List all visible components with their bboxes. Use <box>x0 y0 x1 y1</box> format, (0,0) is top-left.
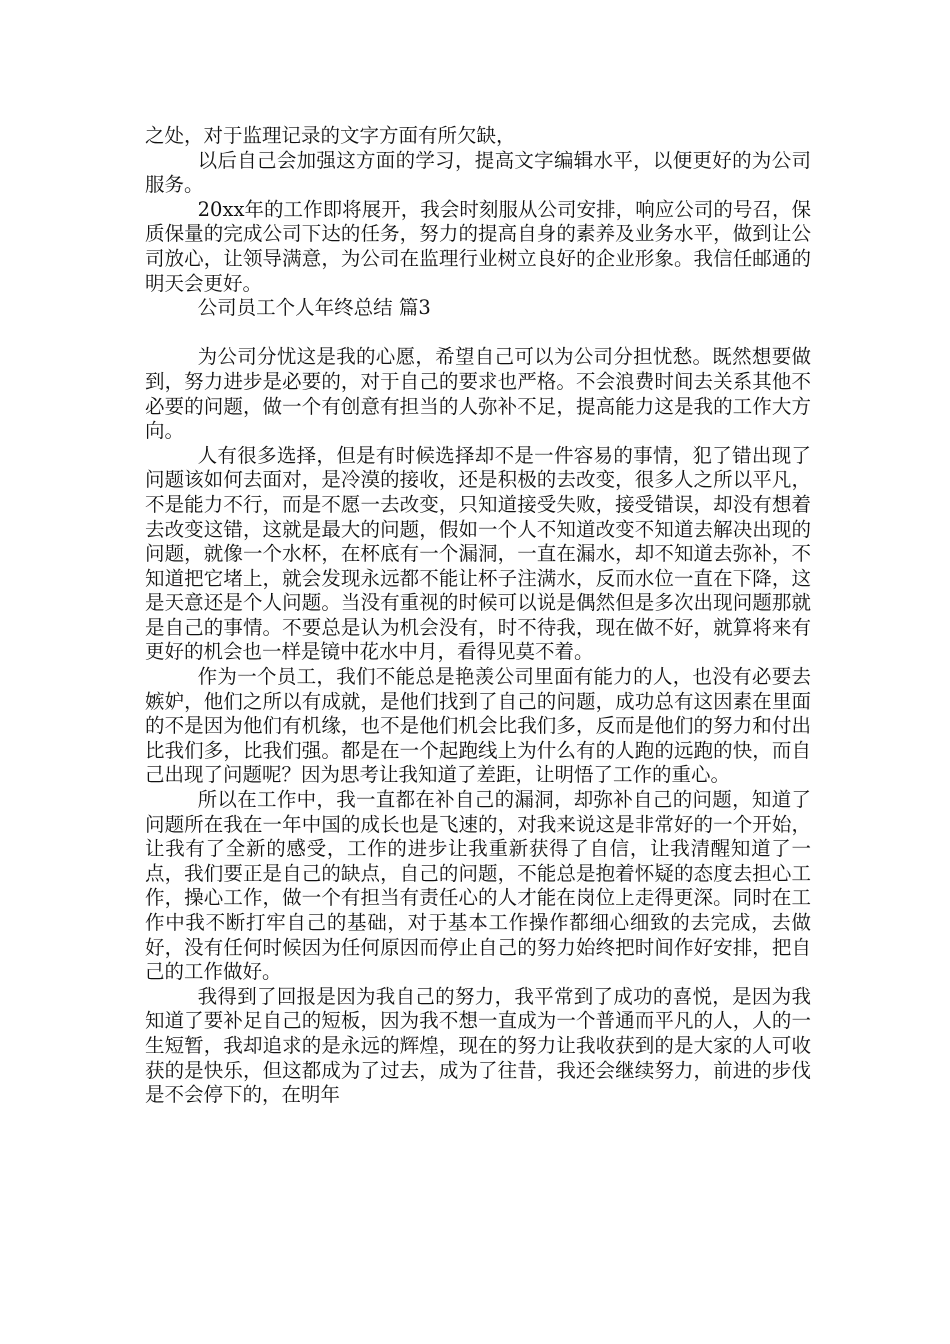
document-page <box>145 124 811 1108</box>
paragraph-1: 为公司分忧这是我的心愿，希望自己可以为公司分担忧愁。既然想要做到，努力进步是必要的，对于自己的要求也严格。不会浪费时间去关系其他不必要的问题，做一个有创意有担当的人弥补不足，提高能力这是我的工作大方向。 <box>145 345 811 443</box>
paragraph-5: 我得到了回报是因为我自己的努力，我平常到了成功的喜悦，是因为我知道了要补足自己的短板，因为我不想一直成为一个普通而平凡的人，人的一生短暂，我却追求的是永远的辉煌，现在的努力让我收获到的是大家的人可收获的是快乐，但这都成为了过去，成为了往昔，我还会继续努力，前进的步伐是不会停下的，在明年 <box>145 984 811 1107</box>
paragraph-improvement: 以后自己会加强这方面的学习，提高文字编辑水平，以便更好的为公司服务。 <box>145 148 811 197</box>
paragraph-2: 人有很多选择，但是有时候选择却不是一件容易的事情，犯了错出现了问题该如何去面对，是冷漠的接收，还是积极的去改变，很多人之所以平凡，不是能力不行，而是不愿一去改变，只知道接受失败，接受错误，却没有想着去改变这错，这就是最大的问题，假如一个人不知道改变不知道去解决出现的问题，就像一个水杯，在杯底有一个漏洞，一直在漏水，却不知道去弥补，不知道把它堵上，就会发现永远都不能让杯子注满水，反而水位一直在下降，这是天意还是个人问题。当没有重视的时候可以说是偶然但是多次出现问题那就是自己的事情。不要总是认为机会没有，时不待我，现在做不好，就算将来有更好的机会也一样是镜中花水中月，看得见莫不着。 <box>145 443 811 664</box>
blank-line <box>145 321 811 346</box>
paragraph-plan: 20xx年的工作即将展开，我会时刻服从公司安排，响应公司的号召，保质保量的完成公司下达的任务，努力的提高自身的素养及业务水平，做到让公司放心，让领导满意，为公司在监理行业树立良好的企业形象。我信任邮通的明天会更好。 <box>145 197 811 295</box>
section-heading: 公司员工个人年终总结 篇3 <box>197 296 431 320</box>
paragraph-4: 所以在工作中，我一直都在补自己的漏洞，却弥补自己的问题，知道了问题所在我在一年中国的成长也是飞速的，对我来说这是非常好的一个开始，让我有了全新的感受，工作的进步让我重新获得了自信，让我清醒知道了一点，我们要正是自己的缺点，自己的问题，不能总是抱着怀疑的态度去担心工作，操心工作，做一个有担当有责任心的人才能在岗位上走得更深。同时在工作中我不断打牢自己的基础，对于基本工作操作都细心细致的去完成，去做好，没有任何时候因为任何原因而停止自己的努力始终把时间作好安排，把自己的工作做好。 <box>145 788 811 984</box>
paragraph-3: 作为一个员工，我们不能总是艳羡公司里面有能力的人，也没有必要去嫉妒，他们之所以有成就，是他们找到了自己的问题，成功总有这因素在里面的不是因为他们有机缘，也不是他们机会比我们多，反而是他们的努力和付出比我们多，比我们强。都是在一个起跑线上为什么有的人跑的远跑的快，而自己出现了问题呢？因为思考让我知道了差距，让明悟了工作的重心。 <box>145 665 811 787</box>
paragraph-continued: 之处，对于监理记录的文字方面有所欠缺， <box>145 124 516 147</box>
